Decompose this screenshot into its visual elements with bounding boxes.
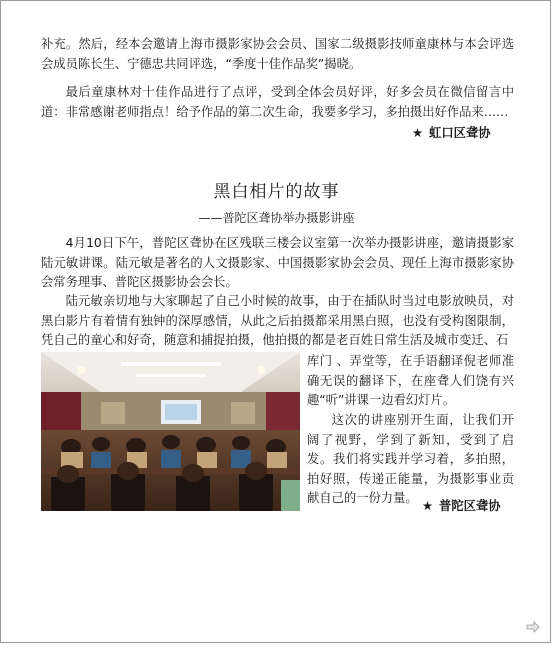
article-subtitle: ——普陀区聋协举办摄影讲座	[198, 211, 355, 225]
paragraph-intro: 4月10日下午，普陀区聋协在区残联三楼会议室第一次举办摄影讲座，邀请摄影家陆元敏讲课。陆元敏是著名的人文摄影家、中国摄影家协会会员、现任上海市摄影家协会常务理事、普陀区摄影协会会长。	[41, 236, 514, 290]
star-icon: ★	[412, 126, 424, 140]
article-title: 黑白相片的故事	[213, 182, 340, 202]
signature-hongkou	[412, 123, 491, 141]
signature-text: 虹口区聋协	[429, 126, 491, 140]
paragraph-story-continued: 库门 、弄堂等，在手语翻译倪老师准确无误的翻译下，在座聋人们饶有兴趣“听”讲课一边看幻灯片。	[307, 354, 514, 408]
paragraph-review: 最后童康林对十佳作品进行了点评，受到全体会员好评，好多会员在微信留言中道：非常感谢老师指点！给予作品的第二次生命，我要多学习，多拍摄出好作品来……	[41, 85, 514, 119]
star-icon: ★	[422, 499, 434, 513]
paragraph-continuation: 补充。然后，经本会邀请上海市摄影家协会会员、国家二级摄影技师童康林与本会评选会成员陈长生、宁德忠共同评选，“季度十佳作品奖”揭晓。	[41, 37, 514, 71]
paragraph-conclusion: 这次的讲座别开生面，让我们开阔了视野，学到了新知，受到了启发。我们将实践并学习着，多拍照，拍好照，传递正能量，为摄影事业贡献自己的一份力量。	[307, 413, 514, 506]
lecture-photo	[41, 352, 300, 511]
paragraph-story: 陆元敏亲切地与大家聊起了自己小时候的故事，由于在插队时当过电影放映员，对黑白影片有着情有独钟的深厚感情，从此之后拍摄都采用黑白照，也没有受构图限制，凭自己的童心和好奇，随意和捕捉拍摄，他拍摄的都是老百姓日常生活及城市变迁、石	[41, 294, 514, 348]
lecture-room-image	[41, 352, 300, 511]
signature-text: 普陀区聋协	[439, 499, 501, 513]
signature-putuo	[422, 496, 501, 514]
next-page-arrow-icon[interactable]	[526, 620, 540, 634]
